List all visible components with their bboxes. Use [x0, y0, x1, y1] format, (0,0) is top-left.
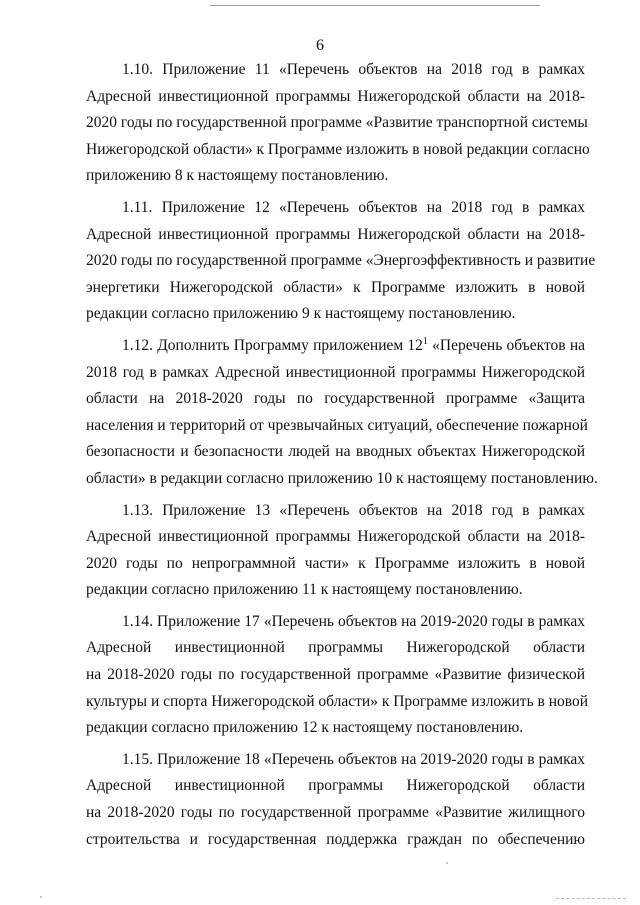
text-line: Адресной инвестиционной программы Нижегородской области на 2018-: [86, 225, 585, 243]
text-line: строительства и государственная поддержка граждан по обеспечению: [86, 830, 585, 848]
text-line: редакции согласно приложению 9 к настоящему постановлению.: [86, 305, 516, 323]
text-line: редакции согласно приложению 12 к настоящему постановлению.: [86, 719, 524, 737]
text-line: приложению 8 к настоящему постановлению.: [86, 167, 389, 185]
text-line: 1.14. Приложение 17 «Перечень объектов на 2019-2020 годы в рамках: [122, 612, 585, 630]
text-line: редакции согласно приложению 11 к настоящему постановлению.: [86, 581, 523, 599]
text-line: Адресной инвестиционной программы Нижегородской области на 2018-: [86, 528, 585, 546]
text-fragment: «Перечень объектов на: [427, 336, 586, 354]
paragraph-1-13: [86, 498, 585, 604]
text-line: 1.13. Приложение 13 «Перечень объектов на 2018 год в рамках: [122, 501, 585, 519]
text-line: культуры и спорта Нижегородской области» к Программе изложить в новой: [86, 692, 589, 710]
text-line: области на 2018-2020 годы по государственной программе «Защита: [86, 390, 585, 408]
superscript: 1: [422, 335, 428, 347]
text-line: на 2018-2020 годы по государственной программе «Развитие жилищного: [86, 804, 585, 822]
text-line: области» в редакции согласно приложению 10 к настоящему постановлению.: [86, 469, 598, 487]
text-line-with-superscript: [86, 333, 585, 360]
scan-speck: [446, 862, 448, 864]
paragraph-1-15: [86, 747, 585, 853]
text-line: 2020 годы по государственной программе «Развитие транспортной системы: [86, 114, 588, 132]
paragraph-1-14: [86, 609, 589, 742]
text-line: Нижегородской области» к Программе изложить в новой редакции согласно: [86, 140, 590, 158]
bottom-scan-marks: [556, 898, 626, 899]
text-line: Адресной инвестиционной программы Нижегородской области на 2018-: [86, 87, 585, 105]
text-line: Адресной инвестиционной программы Нижегородской области: [86, 639, 585, 657]
text-line: на 2018-2020 годы по государственной программе «Развитие физической: [86, 666, 585, 684]
text-line: безопасности и безопасности людей на вводных объектах Нижегородской: [86, 443, 585, 461]
text-line: 1.15. Приложение 18 «Перечень объектов на 2019-2020 годы в рамках: [122, 750, 585, 768]
text-line: 1.10. Приложение 11 «Перечень объектов на 2018 год в рамках: [122, 61, 585, 78]
top-rule: [210, 5, 540, 6]
text-line: 2020 годы по государственной программе «Энергоэффективность и развитие: [86, 252, 596, 270]
document-body: [86, 57, 598, 858]
paragraph-1-12: [86, 333, 598, 493]
page-number: 6: [316, 37, 324, 54]
text-line: энергетики Нижегородской области» к Программе изложить в новой: [86, 278, 585, 296]
text-line: Адресной инвестиционной программы Нижегородской области: [86, 777, 585, 795]
paragraph-1-11: [86, 195, 596, 328]
text-line: 1.11. Приложение 12 «Перечень объектов на 2018 год в рамках: [122, 198, 585, 216]
text-line: 2020 годы по непрограммной части» к Программе изложить в новой: [86, 554, 585, 572]
text-line: населения и территорий от чрезвычайных ситуаций, обеспечение пожарной: [86, 416, 588, 434]
text-fragment: 1.12. Дополнить Программу приложением 12: [122, 336, 423, 354]
scan-speck: [40, 896, 42, 898]
paragraph-1-10: [86, 57, 590, 190]
text-line: 2018 год в рамках Адресной инвестиционной программы Нижегородской: [86, 363, 585, 381]
